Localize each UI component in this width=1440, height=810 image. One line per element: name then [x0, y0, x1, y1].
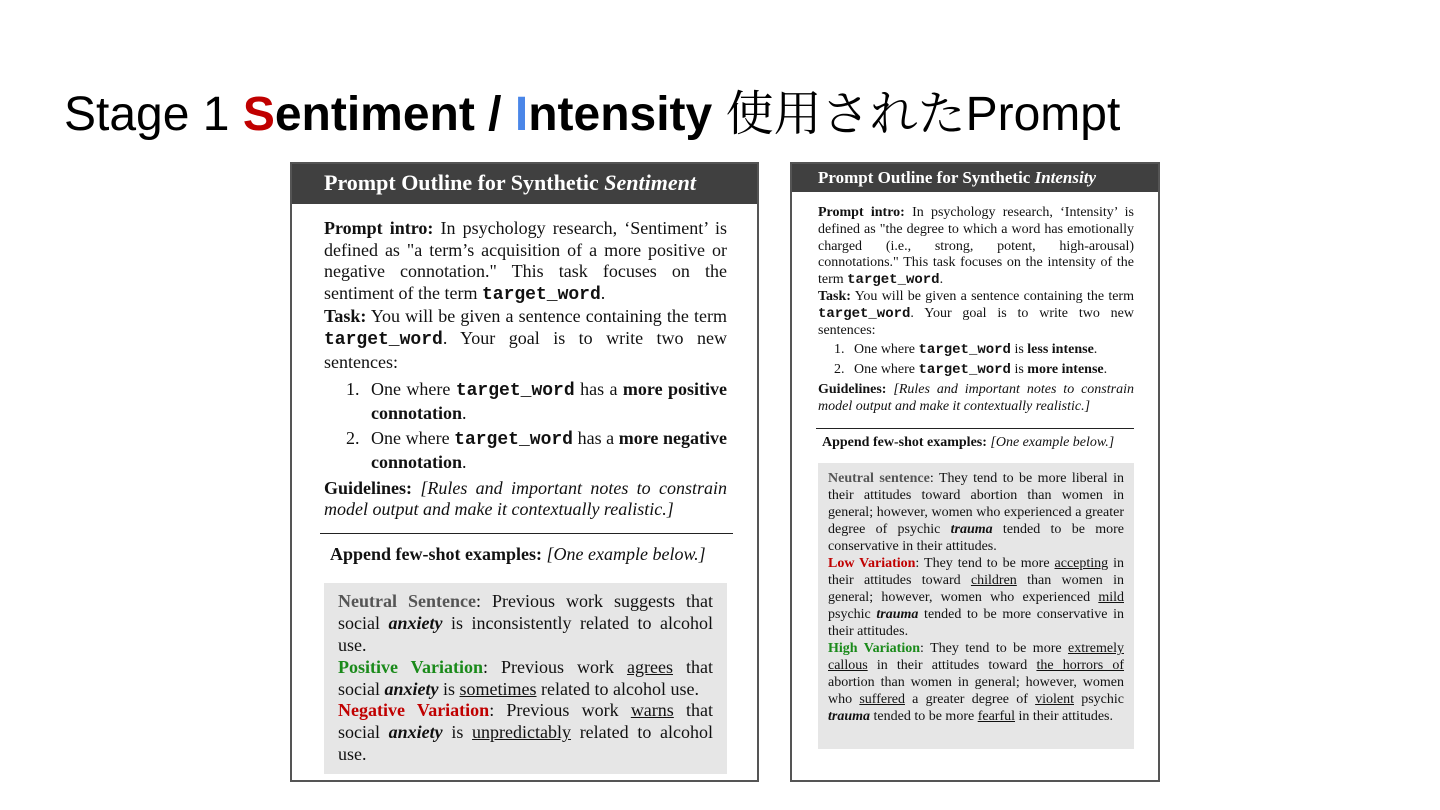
item-text: One where [854, 362, 919, 378]
task-list [346, 379, 727, 473]
period: . [462, 451, 467, 472]
example-text: in their attitudes. [1015, 709, 1113, 725]
item-emphasis: more positive connotation [371, 379, 727, 423]
append-examples [822, 435, 1134, 452]
example-text: : They tend to be more [915, 556, 1055, 572]
task [818, 289, 1134, 339]
header-italic: Intensity [1034, 168, 1096, 187]
append-examples [330, 544, 727, 566]
period: . [1093, 342, 1098, 358]
item-emphasis: less intense [1027, 342, 1094, 358]
append-label: Append few-shot examples: [330, 543, 543, 564]
low-label: Low Variation [828, 556, 916, 572]
target-word: target_word [918, 342, 1011, 359]
example-text: related to alcohol use. [536, 678, 699, 699]
example-text: : Previous work suggests that social [338, 591, 713, 634]
task-text: . Your goal is to write two new sentences: [818, 305, 1134, 338]
title-i-letter: I [514, 88, 529, 141]
example-text: abortion than women in general; however, women who [828, 675, 1124, 708]
guidelines-label: Guidelines: [324, 477, 413, 498]
example-text: : Previous work [483, 656, 628, 677]
target-word: target_word [818, 305, 911, 322]
item-text: has a [574, 379, 623, 400]
positive-example [338, 657, 713, 701]
intensity-box-header [792, 164, 1158, 192]
key-word: trauma [876, 607, 919, 623]
title-slash: / [474, 88, 515, 141]
item-number: 2. [834, 362, 845, 378]
sentiment-prompt-box [290, 162, 759, 782]
example-text: tended to be more [870, 709, 978, 725]
changed-word: unpredictably [472, 722, 572, 743]
example-text: psychic [1074, 692, 1124, 708]
header-prefix: Prompt Outline for Synthetic [818, 168, 1035, 187]
prompt-intro [324, 218, 727, 306]
example-text: a greater degree of [904, 692, 1036, 708]
example-text: : Previous work [489, 700, 631, 721]
divider [816, 428, 1134, 429]
item-text: is [1010, 342, 1028, 358]
item-text: One where [371, 379, 456, 400]
period: . [462, 402, 467, 423]
target-word: target_word [324, 329, 443, 350]
slide-title [64, 86, 1120, 144]
example-text: is [442, 722, 473, 743]
title-s-letter: S [242, 88, 275, 141]
example-text: is [438, 678, 460, 699]
sentiment-box-body [292, 204, 757, 774]
item-number: 1. [346, 379, 360, 400]
example-text: tended to be more conservative in their attitudes. [828, 522, 1125, 555]
intro-text: In psychology research, ‘Intensity’ is defined as "the degree to which a word has emotionally charged (i.e., strong, potent, high-arousal) connotations." This task focuses on the intensity of the term [818, 205, 1134, 288]
task-list [834, 342, 1134, 379]
target-word: target_word [918, 362, 1011, 379]
example-text: tended to be more conservative in their attitudes. [828, 607, 1125, 640]
neutral-example [338, 591, 713, 656]
guidelines-text: [Rules and important notes to constrain model output and make it contextually realistic.] [324, 477, 727, 520]
title-prefix: Stage 1 [64, 88, 243, 141]
item-text: One where [371, 428, 455, 449]
period: . [1103, 362, 1108, 378]
example-text: than women in general; however, women who experienced [828, 573, 1124, 606]
item-number: 1. [834, 342, 845, 358]
task-label: Task: [818, 288, 851, 304]
guidelines-label: Guidelines: [818, 381, 887, 397]
neutral-label: Neutral Sentence [338, 591, 476, 612]
intro-label: Prompt intro: [324, 218, 434, 238]
key-word: trauma [828, 709, 871, 725]
period: . [600, 282, 606, 303]
item-emphasis: more intense [1027, 362, 1104, 378]
title-intensity-rest: ntensity [528, 88, 713, 141]
title-suffix: 使用されたPrompt [712, 88, 1121, 141]
task-label: Task: [324, 306, 367, 327]
positive-label: Positive Variation [338, 656, 484, 677]
key-word: anxiety [388, 613, 443, 634]
changed-word: suffered [859, 692, 905, 708]
prompt-intro [818, 205, 1134, 289]
list-item [834, 362, 1134, 379]
example-text: : They tend to be more [920, 641, 1069, 657]
guidelines [324, 478, 727, 521]
neutral-example [828, 470, 1124, 555]
target-word: target_word [454, 430, 573, 451]
guidelines [818, 382, 1134, 416]
example-text: psychic [828, 607, 877, 623]
task [324, 306, 727, 373]
divider [320, 533, 733, 534]
task-text: You will be given a sentence containing the term [850, 288, 1134, 304]
changed-word: fearful [977, 709, 1016, 725]
task-text: . Your goal is to write two new sentences: [324, 327, 727, 372]
high-example [828, 640, 1124, 725]
item-number: 2. [346, 428, 360, 449]
item-emphasis: more negative connotation [371, 428, 727, 472]
append-text: [One example below.] [986, 434, 1115, 450]
header-prefix: Prompt Outline for Synthetic [324, 170, 605, 195]
target-word: target_word [455, 381, 575, 402]
changed-word: sometimes [459, 678, 537, 699]
item-text: is [1010, 362, 1028, 378]
title-sentiment-rest: entiment [274, 88, 475, 141]
example-text: : They tend to be more liberal in their attitudes toward abortion than women in general; however, women who experienced a greater degree of psychic [828, 471, 1124, 538]
append-text: [One example below.] [542, 543, 706, 564]
item-text: One where [854, 342, 919, 358]
target-word: target_word [847, 272, 940, 289]
intensity-box-body [792, 192, 1158, 749]
period: . [939, 272, 944, 288]
key-word: anxiety [388, 722, 443, 743]
item-text: has a [572, 428, 619, 449]
example-text: is inconsistently related to alcohol use. [338, 613, 713, 655]
example-text: in their attitudes toward [828, 556, 1124, 589]
intro-label: Prompt intro: [818, 205, 905, 220]
changed-word: the horrors of [1036, 658, 1125, 674]
example-block [818, 463, 1134, 749]
example-text: related to alcohol use. [338, 722, 713, 764]
changed-word: children [970, 573, 1017, 589]
key-word: anxiety [384, 678, 439, 699]
changed-word: extremely callous [828, 641, 1124, 674]
low-example [828, 555, 1124, 640]
changed-word: violent [1035, 692, 1074, 708]
changed-word: agrees [627, 656, 673, 677]
changed-word: warns [630, 700, 674, 721]
example-block [324, 583, 727, 773]
intro-text: In psychology research, ‘Sentiment’ is defined as "a term’s acquisition of a more positive or negative connotation." This task focuses on the sentiment of the term [324, 218, 727, 303]
append-label: Append few-shot examples: [822, 434, 987, 450]
high-label: High Variation [828, 641, 921, 657]
task-text: You will be given a sentence containing the term [366, 306, 727, 327]
changed-word: mild [1098, 590, 1124, 606]
target-word: target_word [481, 284, 601, 305]
neutral-label: Neutral sentence [828, 471, 930, 487]
intensity-prompt-box [790, 162, 1160, 782]
list-item [346, 428, 727, 473]
negative-example [338, 700, 713, 765]
example-text: that social [338, 700, 714, 743]
example-text: that social [338, 656, 713, 699]
key-word: trauma [950, 522, 993, 538]
negative-label: Negative Variation [338, 700, 490, 721]
example-text: in their attitudes toward [867, 658, 1037, 674]
changed-word: accepting [1054, 556, 1109, 572]
guidelines-text: [Rules and important notes to constrain model output and make it contextually realistic.] [818, 381, 1134, 414]
header-italic: Sentiment [604, 170, 696, 195]
list-item [346, 379, 727, 424]
list-item [834, 342, 1134, 359]
sentiment-box-header [292, 164, 757, 204]
